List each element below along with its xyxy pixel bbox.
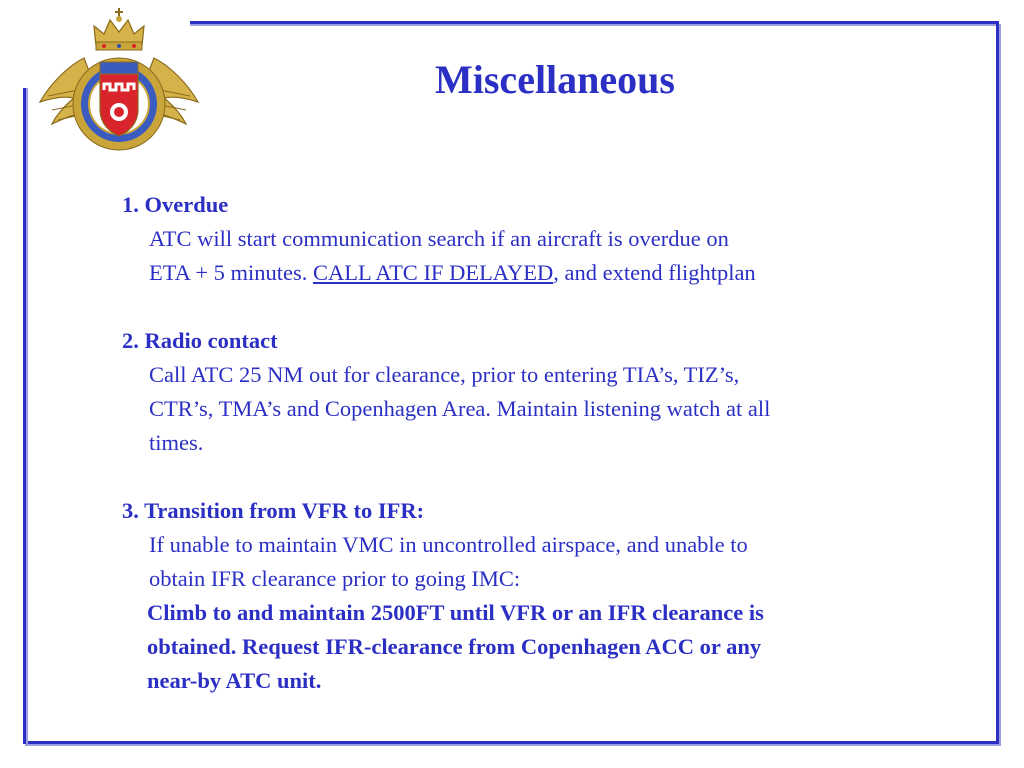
frame-left-shadow — [26, 88, 28, 744]
vfr-to-ifr-bold-line-3: near-by ATC unit. — [147, 668, 322, 693]
spacer — [122, 460, 962, 494]
vfr-to-ifr-line-1: If unable to maintain VMC in uncontrolled airspace, and unable to — [149, 532, 748, 557]
radio-contact-line-3: times. — [149, 430, 204, 455]
frame-left-border — [23, 88, 26, 744]
frame-top-border — [190, 21, 999, 24]
slide-body — [122, 188, 962, 698]
overdue-line-1: ATC will start communication search if an aircraft is overdue on — [149, 226, 729, 251]
vfr-to-ifr-line-2: obtain IFR clearance prior to going IMC: — [149, 566, 521, 591]
vfr-to-ifr-bold-line-1: Climb to and maintain 2500FT until VFR or an IFR clearance is — [147, 600, 764, 625]
radio-contact-line-1: Call ATC 25 NM out for clearance, prior to entering TIA’s, TIZ’s, — [149, 362, 740, 387]
frame-right-shadow — [999, 24, 1001, 744]
overdue-line-2-suffix: , and extend flightplan — [553, 260, 756, 285]
section-heading-radio-contact: 2. Radio contact — [122, 328, 278, 353]
radio-contact-line-2: CTR’s, TMA’s and Copenhagen Area. Maintain listening watch at all — [149, 396, 771, 421]
frame-bottom-border — [23, 741, 999, 744]
section-heading-overdue: 1. Overdue — [122, 192, 229, 217]
frame-top-shadow — [190, 24, 999, 26]
section-heading-vfr-to-ifr: 3. Transition from VFR to IFR: — [122, 498, 425, 523]
spacer — [122, 290, 962, 324]
overdue-line-2-prefix: ETA + 5 minutes. — [149, 260, 314, 285]
overdue-line-2 — [122, 256, 962, 290]
vfr-to-ifr-bold-line-2: obtained. Request IFR-clearance from Copenhagen ACC or any — [147, 634, 762, 659]
frame-right-border — [996, 21, 999, 744]
page-title: Miscellaneous — [435, 57, 675, 102]
call-atc-if-delayed-text: CALL ATC IF DELAYED — [313, 260, 554, 285]
frame-bottom-shadow — [25, 744, 1001, 746]
crest-icon — [38, 6, 200, 158]
